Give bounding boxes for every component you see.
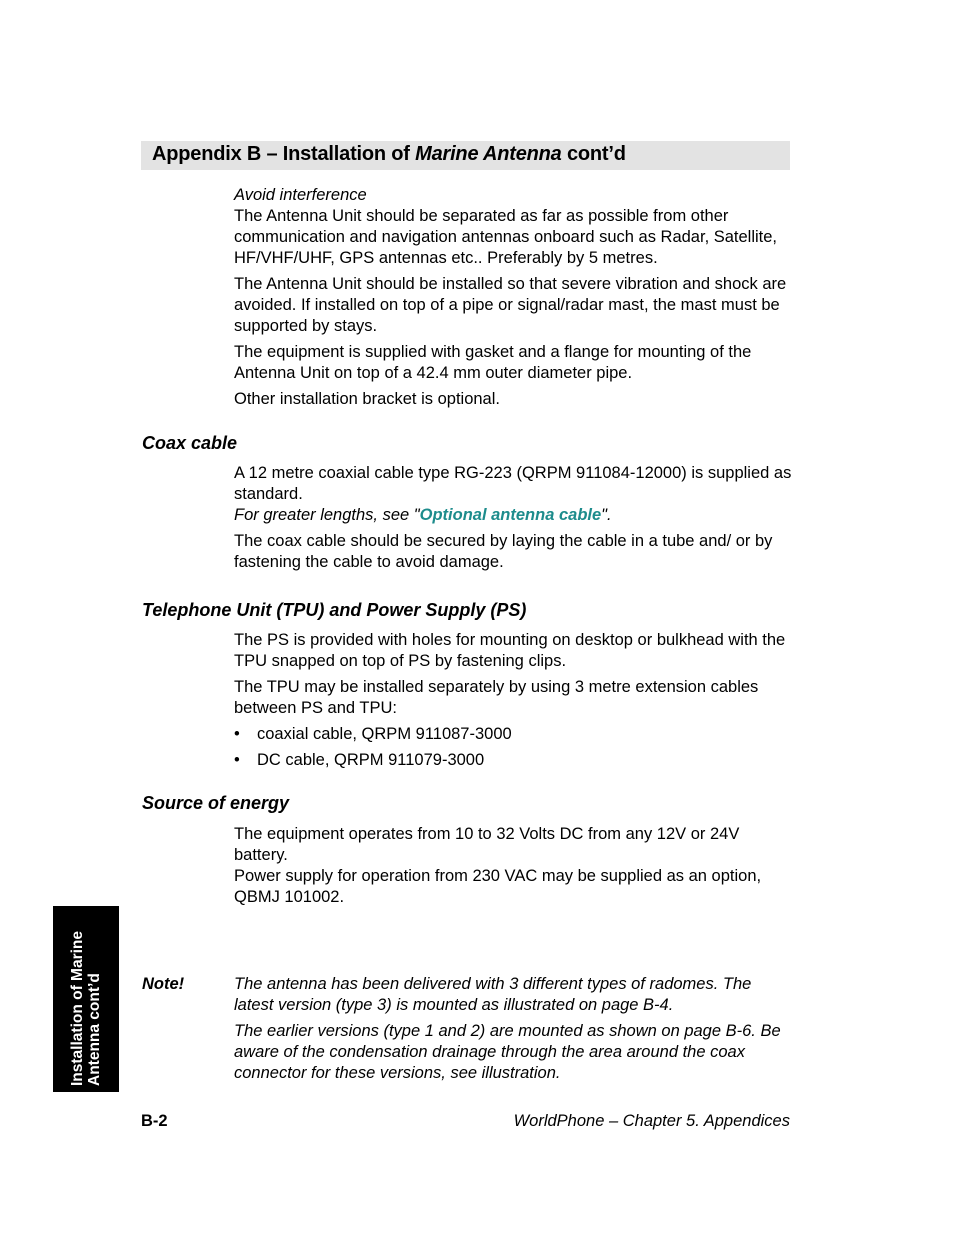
energy-heading: Source of energy bbox=[142, 793, 290, 813]
coax-reference bbox=[234, 505, 794, 526]
energy-paragraph: The equipment operates from 10 to 32 Volts DC from any 12V or 24V battery. bbox=[234, 825, 740, 864]
tpu-paragraph: The PS is provided with holes for mounting on desktop or bulkhead with the TPU snapped on top of PS by fastening clips. bbox=[234, 631, 786, 670]
intro-paragraph: Other installation bracket is optional. bbox=[234, 390, 500, 408]
intro-paragraph: The Antenna Unit should be separated as far as possible from other communication and navigation antennas onboard such as Radar, Satellite, HF/VHF/UHF, GPS antennas etc.. Preferably by 5 metres. bbox=[234, 207, 778, 267]
page-number: B-2 bbox=[141, 1112, 168, 1130]
list-item-text: DC cable, QRPM 911079-3000 bbox=[257, 751, 485, 769]
optional-antenna-cable-link[interactable]: Optional antenna cable bbox=[419, 506, 602, 524]
bullet-icon: • bbox=[234, 725, 240, 743]
title-suffix: cont’d bbox=[561, 143, 626, 165]
coax-heading: Coax cable bbox=[142, 433, 238, 453]
chapter-side-tab bbox=[53, 906, 119, 1092]
coax-section bbox=[234, 463, 794, 578]
note-paragraph: The antenna has been delivered with 3 different types of radomes. The latest version (type 3) is mounted as illustrated on page B-4. bbox=[234, 975, 752, 1014]
side-tab-label bbox=[53, 906, 119, 1092]
title-prefix: Appendix B – Installation of bbox=[152, 143, 416, 165]
bullet-icon: • bbox=[234, 751, 240, 769]
intro-paragraph: The equipment is supplied with gasket and a flange for mounting of the Antenna Unit on top of a 42.4 mm outer diameter pipe. bbox=[234, 343, 752, 382]
note-paragraph: The earlier versions (type 1 and 2) are mounted as shown on page B-6. Be aware of the condensation drainage through the area around the coax connector for these versions, see illustration. bbox=[234, 1022, 781, 1082]
note-section bbox=[234, 974, 794, 1089]
intro-subtitle: Avoid interference bbox=[234, 186, 367, 204]
list-item bbox=[234, 724, 794, 745]
note-label: Note! bbox=[142, 975, 185, 993]
energy-paragraph: Power supply for operation from 230 VAC may be supplied as an option, QBMJ 101002. bbox=[234, 867, 762, 906]
tpu-paragraph: The TPU may be installed separately by using 3 metre extension cables between PS and TPU: bbox=[234, 678, 759, 717]
energy-section bbox=[234, 824, 794, 913]
list-item-text: coaxial cable, QRPM 911087-3000 bbox=[257, 725, 512, 743]
side-tab-line: Installation of Marine bbox=[69, 930, 86, 1086]
ref-prefix: For greater lengths, see " bbox=[234, 506, 420, 524]
coax-paragraph: The coax cable should be secured by laying the cable in a tube and/ or by fastening the cable to avoid damage. bbox=[234, 532, 773, 571]
list-item bbox=[234, 750, 794, 771]
intro-section bbox=[234, 185, 794, 415]
footer-title: WorldPhone – Chapter 5. Appendices bbox=[513, 1112, 790, 1130]
page-title bbox=[152, 143, 626, 166]
tpu-heading: Telephone Unit (TPU) and Power Supply (PS) bbox=[142, 600, 527, 620]
intro-paragraph: The Antenna Unit should be installed so that severe vibration and shock are avoided. If installed on top of a pipe or signal/radar mast, the mast must be supported by stays. bbox=[234, 275, 787, 335]
ref-suffix: ". bbox=[601, 506, 612, 524]
title-emphasis: Marine Antenna bbox=[415, 143, 562, 165]
side-tab-line: Antenna cont’d bbox=[86, 973, 103, 1086]
coax-paragraph: A 12 metre coaxial cable type RG-223 (QRPM 911084-12000) is supplied as standard. bbox=[234, 464, 792, 503]
tpu-section bbox=[234, 630, 794, 776]
